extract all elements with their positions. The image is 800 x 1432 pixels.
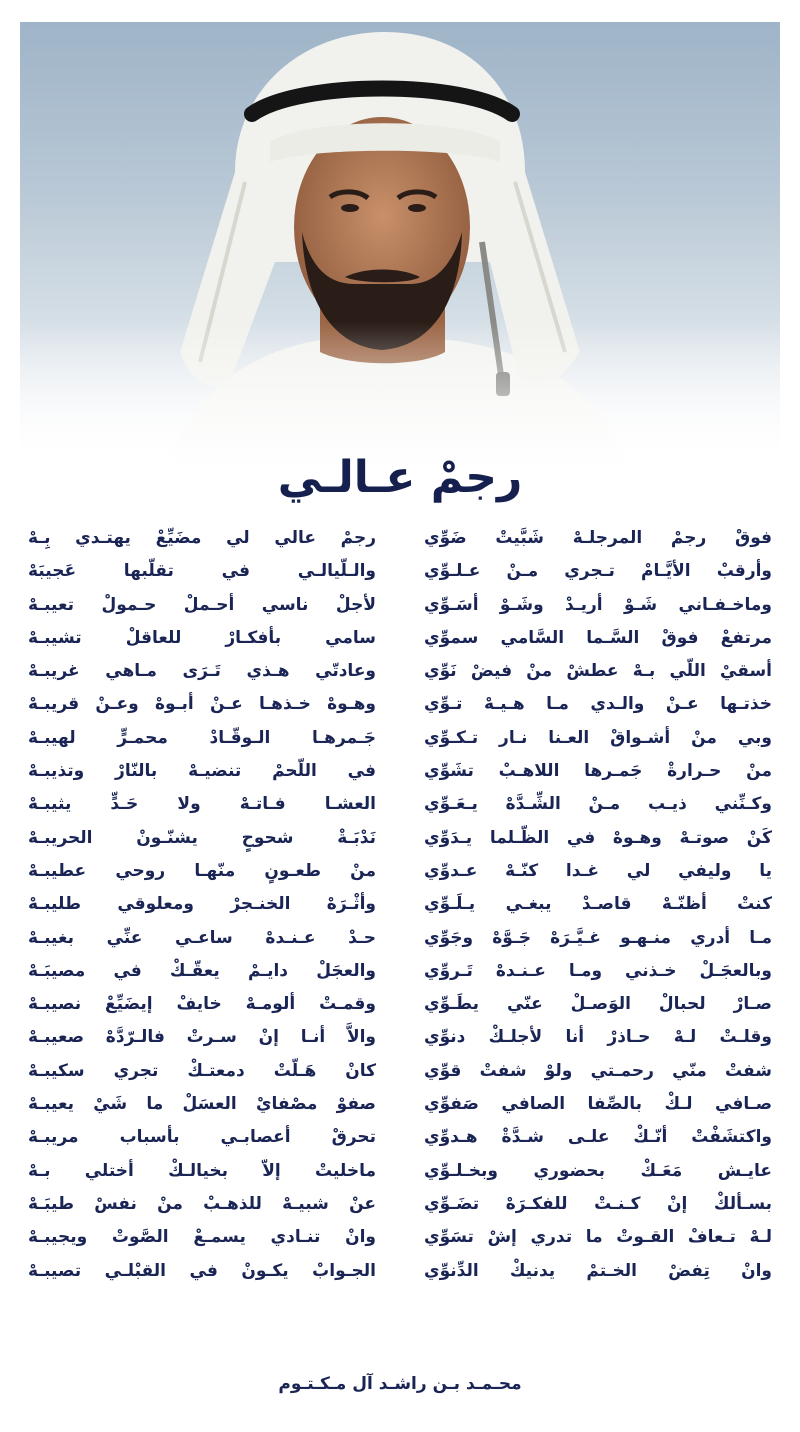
poet-signature: محـمـد بـن راشـد آل مـكـتـوم — [278, 1374, 522, 1394]
poem-card — [20, 22, 780, 1414]
verse-second-hemistich: منْ طعـونٍ منّهـا روحي عطيبـهْ — [28, 860, 376, 881]
portrait-photo — [20, 22, 780, 467]
poem-verses — [20, 522, 780, 1288]
verse-row — [20, 555, 780, 588]
verse-second-hemistich: نَدْبَـةْ شحوحٍ يشنّـونْ الحريبـهْ — [28, 827, 376, 848]
verse-second-hemistich: والـلّيالـي في تقلّبها عَجيبَهْ — [28, 561, 376, 582]
verse-first-hemistich: وكـنِّني ذيـب مـنْ الشِّـدَّهْ يـعَـوِّي — [424, 794, 772, 815]
verse-second-hemistich: رجمْ عالي لي مضَيِّعْ يهتـدي بِـهْ — [28, 528, 376, 548]
verse-first-hemistich: خذتـها عـنْ والـدي مـا هـيـهْ تـوِّي — [424, 694, 772, 715]
verse-first-hemistich: وبي منْ أشـواقْ العـنا نـار تـكـوِّي — [424, 727, 772, 748]
verse-row — [20, 1255, 780, 1288]
verse-row — [20, 755, 780, 788]
verse-row — [20, 1021, 780, 1054]
portrait-illustration — [20, 22, 780, 467]
verse-first-hemistich: بسـألكْ إنْ كـنـتْ للفكـرَهْ تضَـوِّي — [424, 1193, 772, 1214]
verse-first-hemistich: كَنْ صوتـهْ وهـوهْ في الظّـلما يـدَوِّي — [424, 827, 772, 848]
verse-first-hemistich: مرتفعْ فوقْ السَّـما السَّامي سموِّي — [424, 627, 772, 648]
verse-first-hemistich: وماخـفـاني شَـوْ أريـدْ وشَـوْ أسَـوِّي — [424, 594, 772, 615]
verse-row — [20, 1088, 780, 1121]
verse-second-hemistich: ماخليتْ إلاّ بخيالـكْ أختلي بـهْ — [28, 1160, 376, 1181]
verse-first-hemistich: وبالعجَـلْ خـذني ومـا عـنـدهْ تَـروِّي — [424, 960, 772, 981]
verse-first-hemistich: واكتشَفْتْ أنّـكْ علـى شـدَّةْ هـدوِّي — [424, 1127, 772, 1148]
verse-row — [20, 955, 780, 988]
verse-row — [20, 788, 780, 821]
verse-second-hemistich: وقمـتْ ألومـهْ خايفْ إيضَيِّعْ نصيبـهْ — [28, 994, 376, 1015]
verse-row — [20, 622, 780, 655]
verse-first-hemistich: فوقْ رجمْ المرجلـهْ شَبَّيتْ ضَوِّي — [424, 528, 772, 548]
verse-first-hemistich: وانْ تِفضْ الخـتمْ يدنيكْ الدِّنوِّي — [424, 1260, 772, 1281]
verse-second-hemistich: وعادتّي هـذي تَـرَى مـاهي غريبـهْ — [28, 661, 376, 682]
verse-second-hemistich: عنْ شبيـهْ للذهـبْ منْ نفسْ طيبَـهْ — [28, 1193, 376, 1214]
poem-title: رجمْ عـالـي — [277, 452, 523, 503]
verse-second-hemistich: كانْ هَـلّتْ دمعتـكْ تجري سكيبـهْ — [28, 1060, 376, 1081]
verse-row — [20, 522, 780, 555]
verse-first-hemistich: منْ حـرارةْ جَمـرها اللاهـبْ تشَوِّي — [424, 761, 772, 782]
verse-first-hemistich: صـارْ لحبالْ الوَصـلْ عنّي يطَـوِّي — [424, 994, 772, 1015]
verse-second-hemistich: حـدْ عـنـدهْ ساعـي عنِّي بغيبـهْ — [28, 927, 376, 948]
verse-first-hemistich: كنتْ أظنّـهْ قاصـدْ يبغـي يـلَـوِّي — [424, 894, 772, 915]
verse-first-hemistich: وقلـتْ لـهْ حـاذرْ أنا لأجلـكْ دنوِّي — [424, 1027, 772, 1048]
verse-row — [20, 1121, 780, 1154]
verse-row — [20, 888, 780, 921]
verse-row — [20, 589, 780, 622]
verse-second-hemistich: في اللّحمْ تنضيـهْ بالنّارْ وتذيبـهْ — [28, 761, 376, 782]
verse-first-hemistich: مـا أدري منـهـو غـيَّـرَهْ جَـوَّهْ وجَوِّي — [424, 927, 772, 948]
verse-second-hemistich: تحرقْ أعصابـي بأسباب مريبـهْ — [28, 1127, 376, 1148]
verse-first-hemistich: لـهْ تـعافْ القـوتْ ما تدري إشْ تسَوِّي — [424, 1227, 772, 1248]
verse-row — [20, 688, 780, 721]
verse-second-hemistich: سامي بأفكـارْ للعاقلْ تشيبـهْ — [28, 627, 376, 648]
verse-first-hemistich: شفتْ منّي رحمـتي ولوْ شفتْ قوِّي — [424, 1060, 772, 1081]
verse-second-hemistich: وانْ تنـادي يسمـعْ الصَّوتْ ويجيبـهْ — [28, 1227, 376, 1248]
verse-second-hemistich: وهـوهْ خـذهـا عـنْ أبـوهْ وعـنْ قريبـهْ — [28, 694, 376, 715]
verse-row — [20, 1221, 780, 1254]
verse-first-hemistich: أسقيْ اللّي بـهْ عطشْ منْ فيضْ نَوِّي — [424, 661, 772, 682]
verse-first-hemistich: صـافي لـكْ بالصِّفا الصافي صَفوِّي — [424, 1094, 772, 1115]
verse-first-hemistich: يا وليفي لي غـدا كنّـهْ عـدوِّي — [424, 860, 772, 881]
verse-second-hemistich: صفوْ مصْفايْ العسَلْ ما شَيْ يعيبـهْ — [28, 1094, 376, 1115]
verse-row — [20, 655, 780, 688]
verse-row — [20, 988, 780, 1021]
verse-second-hemistich: والعجَلْ دايـمْ يعقّـكْ في مصيبَـهْ — [28, 960, 376, 981]
verse-second-hemistich: جَـمرهـا الـوقّـادْ محمـرٍّ لهيبـهْ — [28, 727, 376, 748]
verse-row — [20, 822, 780, 855]
verse-second-hemistich: لأجلْ ناسي أحـملْ حـمولْ تعيبـهْ — [28, 594, 376, 615]
verse-row — [20, 922, 780, 955]
verse-first-hemistich: وأرقبْ الأيَّـامْ تـجري مـنْ عـلـوِّي — [424, 561, 772, 582]
verse-second-hemistich: الجـوابْ يكـونْ في القبْلـي تصيبـهْ — [28, 1260, 376, 1281]
verse-second-hemistich: وأثْـرَهْ الخنـجرْ ومعلوقي طليبـهْ — [28, 894, 376, 915]
verse-first-hemistich: عايـش مَعَـكْ بحضوري وبخـلـوِّي — [424, 1160, 772, 1181]
verse-row — [20, 855, 780, 888]
verse-row — [20, 1055, 780, 1088]
verse-row — [20, 722, 780, 755]
verse-row — [20, 1155, 780, 1188]
verse-row — [20, 1188, 780, 1221]
verse-second-hemistich: والاَّ أنـا إنْ سـرتْ فالـرّدَّهْ صعيبـهْ — [28, 1027, 376, 1048]
verse-second-hemistich: العشـا فـاتـهْ ولا حَـدٍّ يثيبـهْ — [28, 794, 376, 815]
